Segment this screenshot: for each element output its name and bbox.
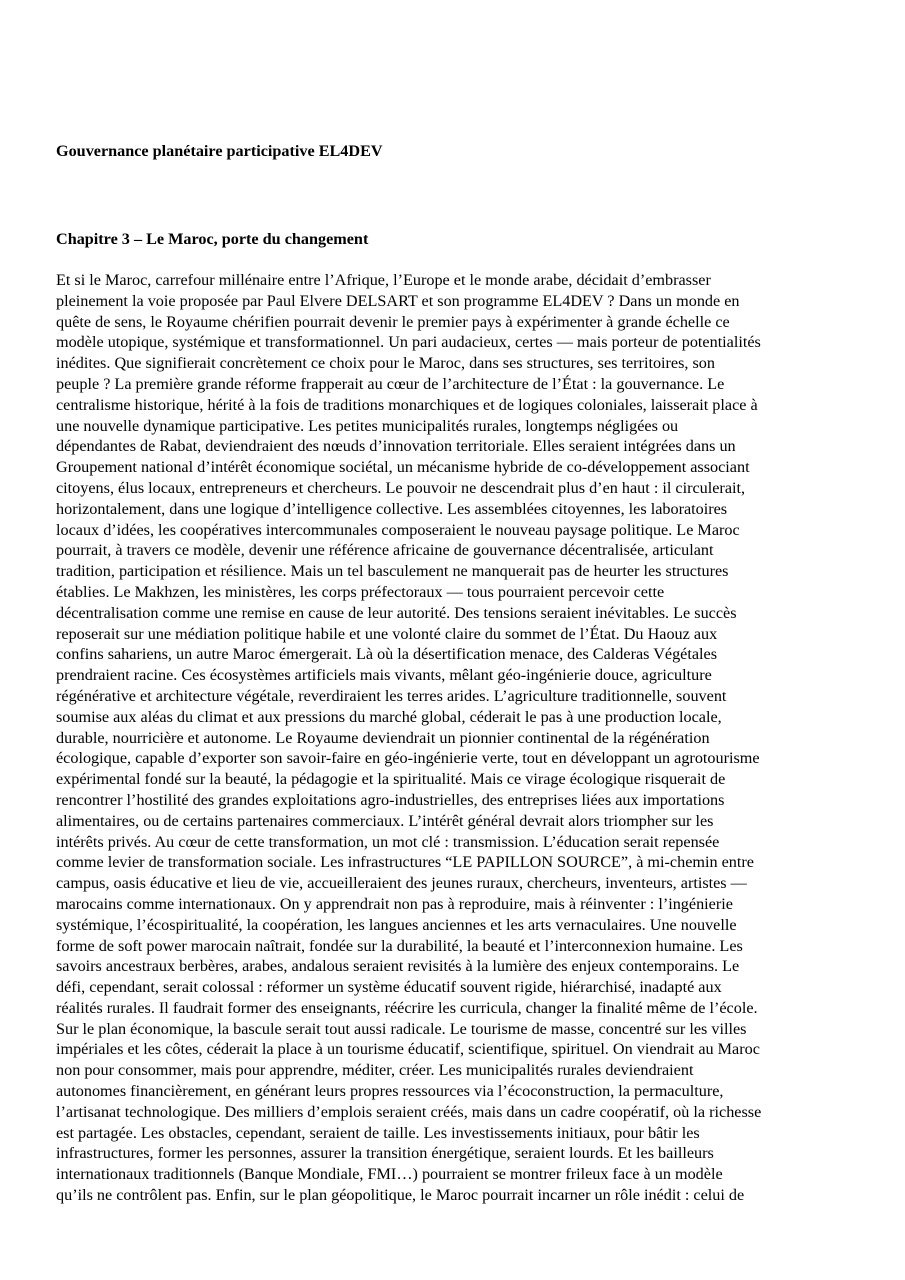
body-line: infrastructures, former les personnes, assurer la transition énergétique, seraient lourds. Et les bailleurs — [56, 1144, 714, 1163]
body-line: horizontalement, dans une logique d’intelligence collective. Les assemblées citoyennes, les laboratoires — [56, 499, 728, 518]
body-line: défi, cependant, serait colossal : réformer un système éducatif souvent rigide, hiérarchisé, inadapté aux — [56, 978, 722, 997]
document-title: Gouvernance planétaire participative EL4DEV — [56, 142, 383, 160]
body-line: décentralisation comme une remise en cause de leur autorité. Des tensions seraient inévitables. Le succès — [56, 603, 737, 622]
body-line: campus, oasis éducative et lieu de vie, accueilleraient des jeunes ruraux, chercheurs, inventeurs, artistes — — [56, 874, 747, 893]
body-line: modèle utopique, systémique et transformationnel. Un pari audacieux, certes — mais porteur de potentialités — [56, 333, 761, 352]
body-line: comme levier de transformation sociale. Les infrastructures “LE PAPILLON SOURCE”, à mi-chemin entre — [56, 853, 754, 872]
body-line: est partagée. Les obstacles, cependant, seraient de taille. Les investissements initiaux, pour bâtir les — [56, 1123, 700, 1142]
body-line: une nouvelle dynamique participative. Les petites municipalités rurales, longtemps négligées ou — [56, 416, 679, 435]
body-line: prendraient racine. Ces écosystèmes artificiels mais vivants, mêlant géo-ingénierie douce, agriculture — [56, 666, 712, 685]
body-line: dépendantes de Rabat, deviendraient des nœuds d’innovation territoriale. Elles seraient intégrées dans un — [56, 437, 736, 456]
body-line: peuple ? La première grande réforme frapperait au cœur de l’architecture de l’État : la gouvernance. Le — [56, 374, 725, 393]
body-line: soumise aux aléas du climat et aux pressions du marché global, céderait le pas à une production locale, — [56, 707, 722, 726]
body-line: savoirs ancestraux berbères, arabes, andalous seraient revisités à la lumière des enjeux contemporains. Le — [56, 957, 740, 976]
body-line: réalités rurales. Il faudrait former des enseignants, réécrire les curricula, changer la finalité même de l’école. — [56, 998, 758, 1017]
body-paragraph — [56, 270, 856, 1206]
body-line: écologique, capable d’exporter son savoir-faire en géo-ingénierie verte, tout en développant un agrotourisme — [56, 749, 760, 768]
body-line: pourrait, à travers ce modèle, devenir une référence africaine de gouvernance décentralisée, articulant — [56, 541, 714, 560]
body-line: établies. Le Makhzen, les ministères, les corps préfectoraux — tous pourraient percevoir cette — [56, 582, 665, 601]
body-line: reposerait sur une médiation politique habile et une volonté claire du sommet de l’État. Du Haouz aux — [56, 624, 718, 643]
body-line: expérimental fondé sur la beauté, la pédagogie et la spiritualité. Mais ce virage écologique risquerait de — [56, 770, 726, 789]
body-line: durable, nourricière et autonome. Le Royaume deviendrait un pionnier continental de la régénération — [56, 728, 710, 747]
body-line: rencontrer l’hostilité des grandes exploitations agro-industrielles, des entreprises liées aux importations — [56, 790, 725, 809]
body-line: Et si le Maroc, carrefour millénaire entre l’Afrique, l’Europe et le monde arabe, décidait d’embrasser — [56, 271, 711, 289]
body-line: confins sahariens, un autre Maroc émergerait. Là où la désertification menace, des Calderas Végétales — [56, 645, 718, 664]
body-line: Sur le plan économique, la bascule serait tout aussi radicale. Le tourisme de masse, concentré sur les villes — [56, 1019, 747, 1038]
body-line: régénérative et architecture végétale, reverdiraient les terres arides. L’agriculture traditionnelle, souvent — [56, 686, 727, 705]
body-line: citoyens, élus locaux, entrepreneurs et chercheurs. Le pouvoir ne descendrait plus d’en haut : il circulerait, — [56, 478, 746, 497]
body-line: Groupement national d’intérêt économique sociétal, un mécanisme hybride de co-développement associant — [56, 458, 750, 477]
body-line: impériales et les côtes, céderait la place à un tourisme éducatif, scientifique, spirituel. On viendrait au Maroc — [56, 1040, 760, 1059]
body-line: centralisme historique, hérité à la fois de traditions monarchiques et de logiques coloniales, laisserait place à — [56, 395, 758, 414]
body-line: quête de sens, le Royaume chérifien pourrait devenir le premier pays à expérimenter à grande échelle ce — [56, 312, 730, 331]
chapter-title: Chapitre 3 – Le Maroc, porte du changement — [56, 230, 369, 248]
body-line: systémique, l’écospiritualité, la coopération, les langues anciennes et les arts vernaculaires. Une nouvelle — [56, 915, 737, 934]
body-line: non pour consommer, mais pour apprendre, méditer, créer. Les municipalités rurales deviendraient — [56, 1061, 694, 1080]
body-line: tradition, participation et résilience. Mais un tel basculement ne manquerait pas de heurter les structures — [56, 562, 729, 581]
body-line: locaux d’idées, les coopératives intercommunales composeraient le nouveau paysage politique. Le Maroc — [56, 520, 740, 539]
body-line: autonomes financièrement, en générant leurs propres ressources via l’écoconstruction, la permaculture, — [56, 1082, 724, 1101]
body-line: forme de soft power marocain naîtrait, fondée sur la durabilité, la beauté et l’interconnexion humaine. Les — [56, 936, 743, 955]
body-line: alimentaires, ou de certains partenaires commerciaux. L’intérêt général devrait alors triompher sur les — [56, 811, 714, 830]
body-line: intérêts privés. Au cœur de cette transformation, un mot clé : transmission. L’éducation serait repensée — [56, 832, 720, 851]
body-line: l’artisanat technologique. Des milliers d’emplois seraient créés, mais dans un cadre coopératif, où la richesse — [56, 1102, 762, 1121]
body-line: pleinement la voie proposée par Paul Elvere DELSART et son programme EL4DEV ? Dans un monde en — [56, 291, 740, 310]
body-line: internationaux traditionnels (Banque Mondiale, FMI…) pourraient se montrer frileux face à un modèle — [56, 1165, 723, 1184]
body-line: qu’ils ne contrôlent pas. Enfin, sur le plan géopolitique, le Maroc pourrait incarner un rôle inédit : celui de — [56, 1186, 745, 1205]
body-line: marocains comme internationaux. On y apprendrait non pas à reproduire, mais à réinventer : l’ingénierie — [56, 894, 733, 913]
body-line: inédites. Que signifierait concrètement ce choix pour le Maroc, dans ses structures, ses territoires, son — [56, 354, 715, 373]
